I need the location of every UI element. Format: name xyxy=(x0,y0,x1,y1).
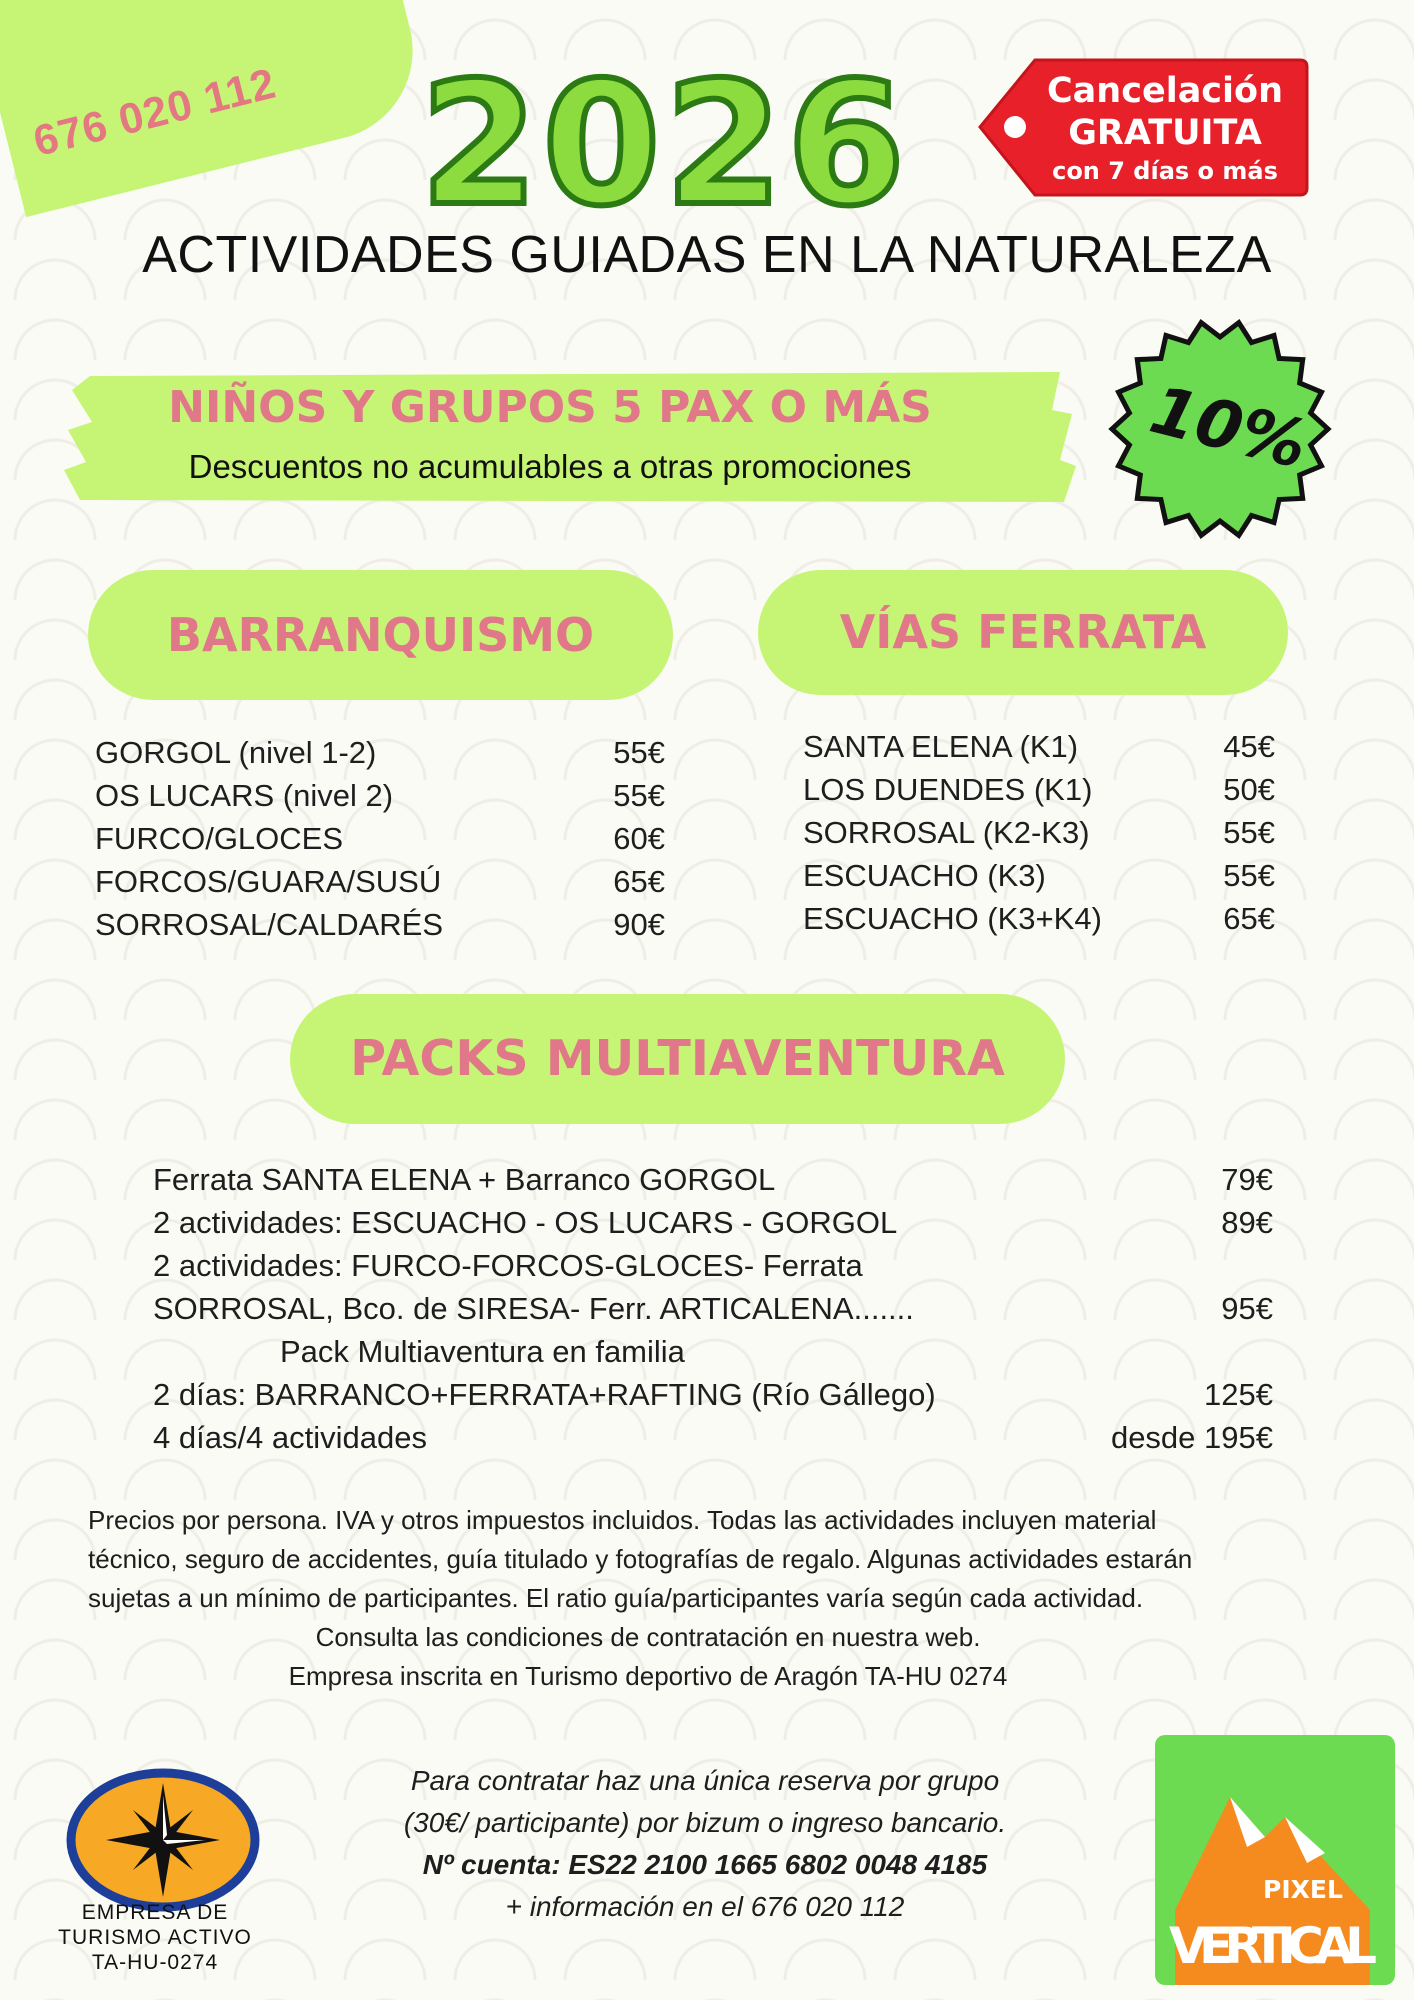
item-name: Ferrata SANTA ELENA + Barranco GORGOL xyxy=(153,1162,776,1197)
item-name: 2 actividades: FURCO-FORCOS-GLOCES- Ferrata xyxy=(153,1248,863,1283)
item-name: SANTA ELENA (K1) xyxy=(803,729,1079,764)
item-name: FORCOS/GUARA/SUSÚ xyxy=(95,864,442,899)
item-price: 125€ xyxy=(1204,1377,1273,1412)
item-name: LOS DUENDES (K1) xyxy=(803,772,1093,807)
section-vias-ferrata-title: VÍAS FERRATA xyxy=(758,570,1288,695)
item-name: 4 días/4 actividades xyxy=(153,1420,428,1455)
conditions-line: Consulta las condiciones de contratación en nuestra web. xyxy=(315,1622,981,1652)
list-item xyxy=(153,1287,1273,1330)
list-item xyxy=(803,854,1275,897)
item-price: 65€ xyxy=(1223,901,1275,936)
discount-percent: 10% xyxy=(1142,370,1315,484)
conditions-line: sujetas a un mínimo de participantes. El ratio guía/participantes varía según cada actividad. xyxy=(88,1583,1144,1613)
list-item xyxy=(153,1373,1273,1416)
item-price: 95€ xyxy=(1221,1291,1273,1326)
logo-word: PIXEL xyxy=(1263,1875,1343,1904)
logo-line: EMPRESA DE xyxy=(81,1901,229,1924)
item-name: OS LUCARS (nivel 2) xyxy=(95,778,394,813)
promo-title: NIÑOS Y GRUPOS 5 PAX O MÁS xyxy=(168,382,932,433)
item-name: SORROSAL (K2-K3) xyxy=(803,815,1090,850)
item-price: 60€ xyxy=(613,821,665,856)
section-packs-title: PACKS MULTIAVENTURA xyxy=(290,994,1065,1124)
promo-subtitle: Descuentos no acumulables a otras promociones xyxy=(188,448,912,485)
item-name: ESCUACHO (K3) xyxy=(803,858,1046,893)
list-item xyxy=(153,1416,1273,1459)
item-price: 55€ xyxy=(1223,815,1275,850)
year-title: 2026 xyxy=(420,46,910,244)
vias-ferrata-price-list xyxy=(803,725,1275,940)
item-price: 89€ xyxy=(1221,1205,1273,1240)
booking-contact: + información en el 676 020 112 xyxy=(505,1891,905,1922)
list-item xyxy=(153,1158,1273,1201)
barranquismo-price-list xyxy=(95,731,665,946)
item-price: 55€ xyxy=(613,735,665,770)
item-price: 90€ xyxy=(613,907,665,942)
cancel-line2: GRATUITA xyxy=(1068,113,1262,153)
packs-price-list xyxy=(153,1158,1273,1459)
booking-line: Para contratar haz una única reserva por grupo xyxy=(410,1765,1000,1796)
list-item xyxy=(803,811,1275,854)
list-item xyxy=(803,897,1275,940)
item-name: ESCUACHO (K3+K4) xyxy=(803,901,1102,936)
cancel-tag-text xyxy=(1040,70,1290,188)
list-item xyxy=(95,817,665,860)
logo-line: TA-HU-0274 xyxy=(91,1951,219,1974)
list-item xyxy=(803,768,1275,811)
list-item xyxy=(803,725,1275,768)
list-item xyxy=(95,860,665,903)
list-item xyxy=(153,1201,1273,1244)
item-name: FURCO/GLOCES xyxy=(95,821,344,856)
item-price: 45€ xyxy=(1223,729,1275,764)
list-item xyxy=(95,731,665,774)
phone-number[interactable]: 676 020 112 xyxy=(28,59,281,167)
booking-info xyxy=(310,1760,1100,1928)
list-item xyxy=(153,1244,1273,1287)
item-price: 65€ xyxy=(613,864,665,899)
item-price: 50€ xyxy=(1223,772,1275,807)
list-item xyxy=(95,774,665,817)
item-price: 79€ xyxy=(1221,1162,1273,1197)
logo-line: TURISMO ACTIVO xyxy=(58,1926,252,1949)
logo-word: VERTICAL xyxy=(1169,1917,1377,1975)
item-name: 2 días: BARRANCO+FERRATA+RAFTING (Río Gállego) xyxy=(153,1377,936,1412)
item-name: 2 actividades: ESCUACHO - OS LUCARS - GORGOL xyxy=(153,1205,898,1240)
cancel-line3: con 7 días o más xyxy=(1052,157,1278,185)
item-name: GORGOL (nivel 1-2) xyxy=(95,735,377,770)
item-price: 55€ xyxy=(613,778,665,813)
item-name: SORROSAL, Bco. de SIRESA- Ferr. ARTICALENA....... xyxy=(153,1291,914,1326)
list-item xyxy=(153,1330,1273,1373)
list-item xyxy=(95,903,665,946)
item-price: desde 195€ xyxy=(1110,1420,1273,1455)
conditions-text xyxy=(88,1501,1348,1696)
item-name: SORROSAL/CALDARÉS xyxy=(95,907,443,942)
section-barranquismo-title: BARRANQUISMO xyxy=(88,570,673,700)
item-price: 55€ xyxy=(1223,858,1275,893)
turismo-activo-logo-text xyxy=(40,1900,270,1975)
bank-account: Nº cuenta: ES22 2100 1665 6802 0048 4185 xyxy=(422,1849,988,1880)
conditions-line: Precios por persona. IVA y otros impuestos incluidos. Todas las actividades incluyen material xyxy=(88,1505,1157,1535)
registration-line: Empresa inscrita en Turismo deportivo de Aragón TA-HU 0274 xyxy=(288,1661,1008,1691)
booking-line: (30€/ participante) por bizum o ingreso bancario. xyxy=(403,1807,1007,1838)
item-name: Pack Multiaventura en familia xyxy=(280,1334,685,1369)
page-subtitle: ACTIVIDADES GUIADAS EN LA NATURALEZA xyxy=(142,226,1272,284)
pixel-vertical-logo xyxy=(1155,1735,1395,1985)
conditions-line: técnico, seguro de accidentes, guía titulado y fotografías de regalo. Algunas actividades estarán xyxy=(88,1544,1193,1574)
cancel-line1: Cancelación xyxy=(1046,71,1284,111)
